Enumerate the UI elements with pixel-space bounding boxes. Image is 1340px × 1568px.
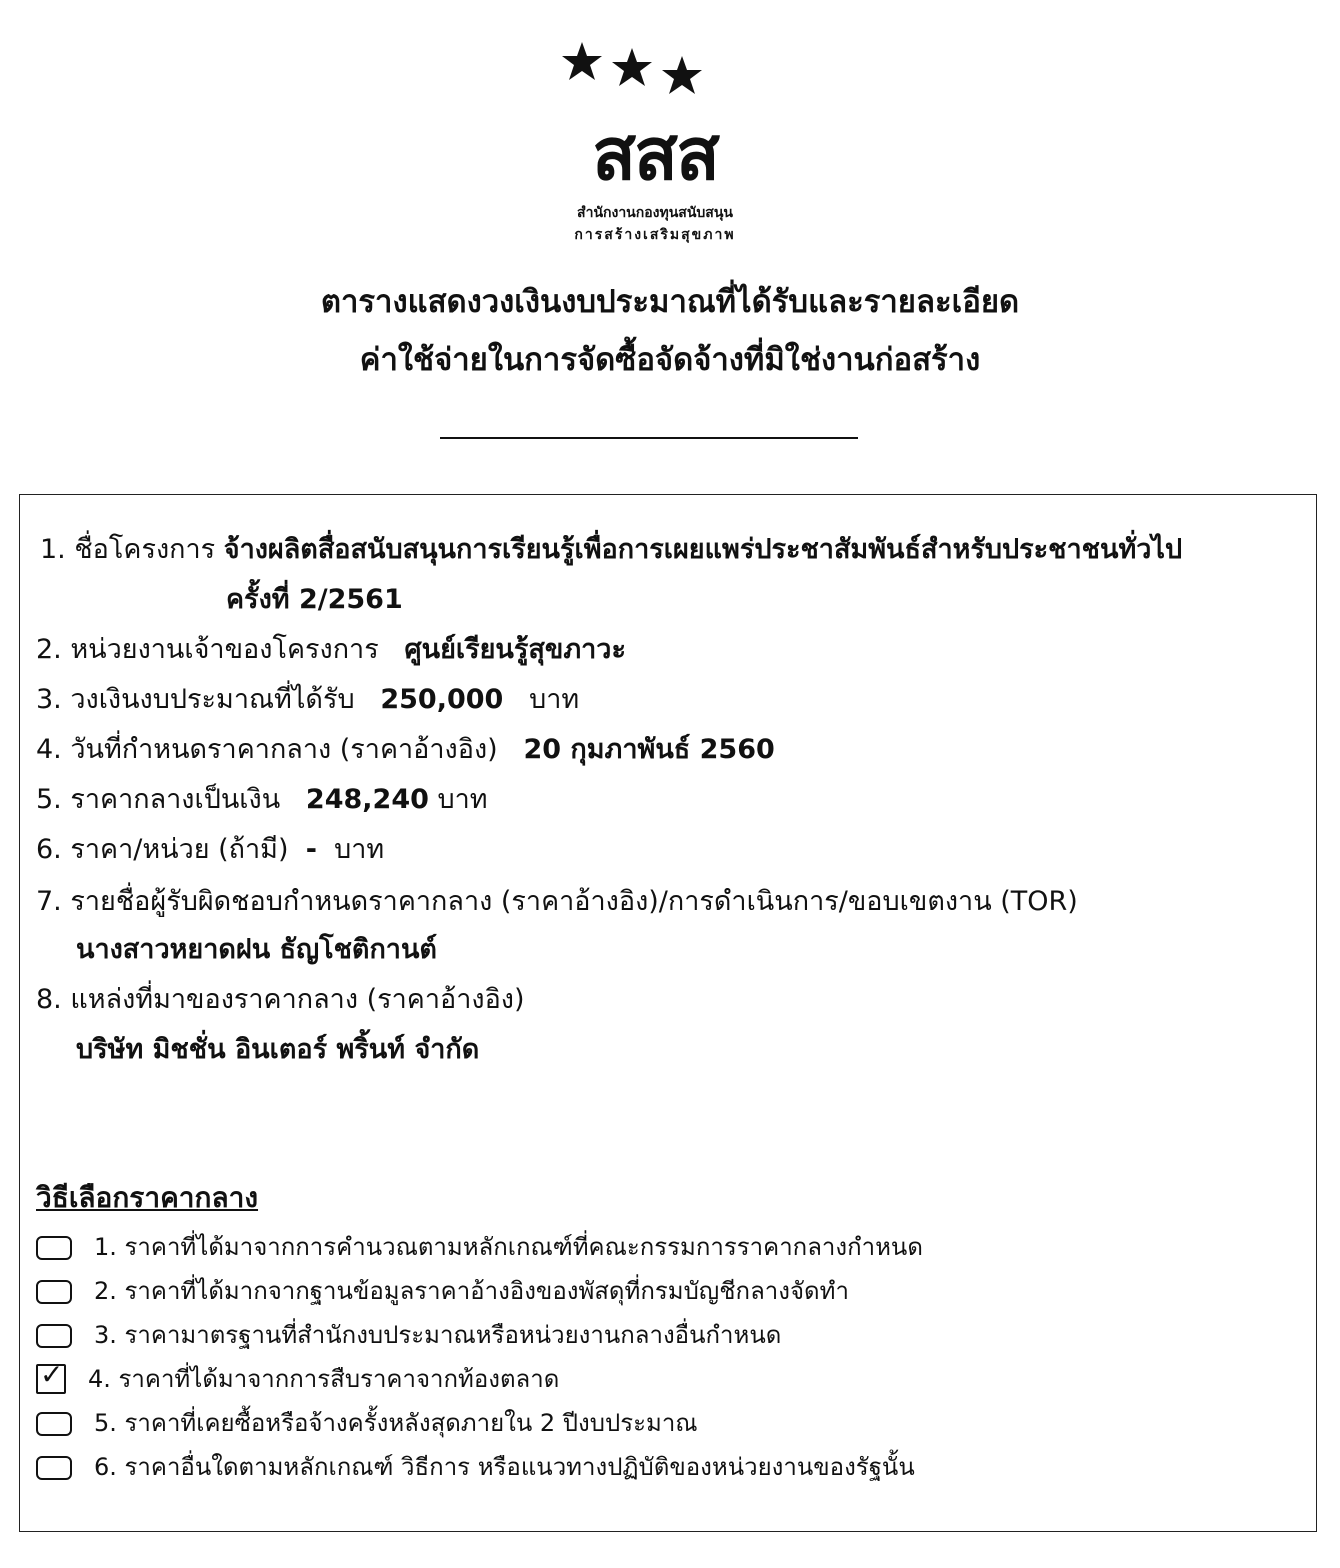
checkbox-icon[interactable] (36, 1280, 72, 1304)
checkbox-icon[interactable] (36, 1236, 72, 1260)
item-2-row (36, 632, 626, 668)
item-5-row (36, 782, 488, 818)
project-round: ครั้งที่ 2/2561 (226, 584, 403, 615)
title-underline (440, 437, 858, 439)
method-option-label: 4. ราคาที่ได้มาจากการสืบราคาจากท้องตลาด (88, 1365, 560, 1393)
checkbox-icon[interactable] (36, 1412, 72, 1436)
owner-unit: ศูนย์เรียนรู้สุขภาวะ (404, 634, 626, 665)
budget-amount: 250,000 (380, 684, 504, 715)
project-name: จ้างผลิตสื่อสนับสนุนการเรียนรู้เพื่อการเผยแพร่ประชาสัมพันธ์สำหรับประชาชนทั่วไป (223, 534, 1183, 565)
logo-subtitle-line2: การสร้างเสริมสุขภาพ (574, 227, 736, 243)
checkbox-checked-icon[interactable] (36, 1358, 66, 1394)
unit-price-unit: บาท (334, 834, 385, 865)
page-title-line2: ค่าใช้จ่ายในการจัดซื้อจัดจ้างที่มิใช่งานก่อสร้าง (359, 342, 981, 378)
checkmark-icon: ✓ (40, 1358, 64, 1391)
budget-unit: บาท (529, 684, 580, 715)
item-5-label: 5. ราคากลางเป็นเงิน (36, 784, 281, 815)
method-option-label: 5. ราคาที่เคยซื้อหรือจ้างครั้งหลังสุดภายใน 2 ปีงบประมาณ (94, 1409, 698, 1437)
item-1-label: 1. ชื่อโครงการ (40, 534, 216, 565)
item-8-label: 8. แหล่งที่มาของราคากลาง (ราคาอ้างอิง) (36, 984, 525, 1015)
price-source: บริษัท มิชชั่น อินเตอร์ พริ้นท์ จำกัด (76, 1034, 480, 1065)
item-3-row (36, 682, 579, 718)
method-option-label: 2. ราคาที่ได้มากจากฐานข้อมูลราคาอ้างอิงของพัสดุที่กรมบัญชีกลางจัดทำ (94, 1277, 849, 1305)
item-7-label: 7. รายชื่อผู้รับผิดชอบกำหนดราคากลาง (ราคาอ้างอิง)/การดำเนินการ/ขอบเขตงาน (TOR) (36, 886, 1078, 917)
item-2-label: 2. หน่วยงานเจ้าของโครงการ (36, 634, 379, 665)
star-figures-icon (540, 34, 770, 124)
method-option-label: 3. ราคามาตรฐานที่สำนักงบประมาณหรือหน่วยงานกลางอื่นกำหนด (94, 1321, 782, 1349)
reference-price-unit: บาท (437, 784, 488, 815)
item-4-label: 4. วันที่กำหนดราคากลาง (ราคาอ้างอิง) (36, 734, 498, 765)
item-4-row (36, 732, 775, 768)
item-6-label: 6. ราคา/หน่วย (ถ้ามี) (36, 834, 289, 865)
item-6-row (36, 832, 384, 868)
logo-subtitle-line1: สำนักงานกองทุนสนับสนุน (577, 205, 733, 221)
item-3-label: 3. วงเงินงบประมาณที่ได้รับ (36, 684, 355, 715)
responsible-person: นางสาวหยาดฝน ธัญโชติกานต์ (76, 934, 437, 965)
reference-date: 20 กุมภาพันธ์ 2560 (523, 734, 775, 765)
method-heading: วิธีเลือกราคากลาง (36, 1181, 259, 1214)
page-title-line1: ตารางแสดงวงเงินงบประมาณที่ได้รับและรายละเอียด (320, 284, 1020, 320)
checkbox-icon[interactable] (36, 1324, 72, 1348)
reference-price: 248,240 (305, 784, 429, 815)
method-option-label: 6. ราคาอื่นใดตามหลักเกณฑ์ วิธีการ หรือแนวทางปฏิบัติของหน่วยงานของรัฐนั้น (94, 1453, 915, 1481)
method-option-label: 1. ราคาที่ได้มาจากการคำนวณตามหลักเกณฑ์ที่คณะกรรมการราคากลางกำหนด (94, 1233, 923, 1261)
item-1-row (40, 532, 1182, 568)
unit-price: - (305, 834, 317, 865)
thaihealth-logo (540, 34, 770, 243)
checkbox-icon[interactable] (36, 1456, 72, 1480)
logo-brand-text: สสส (592, 112, 718, 196)
